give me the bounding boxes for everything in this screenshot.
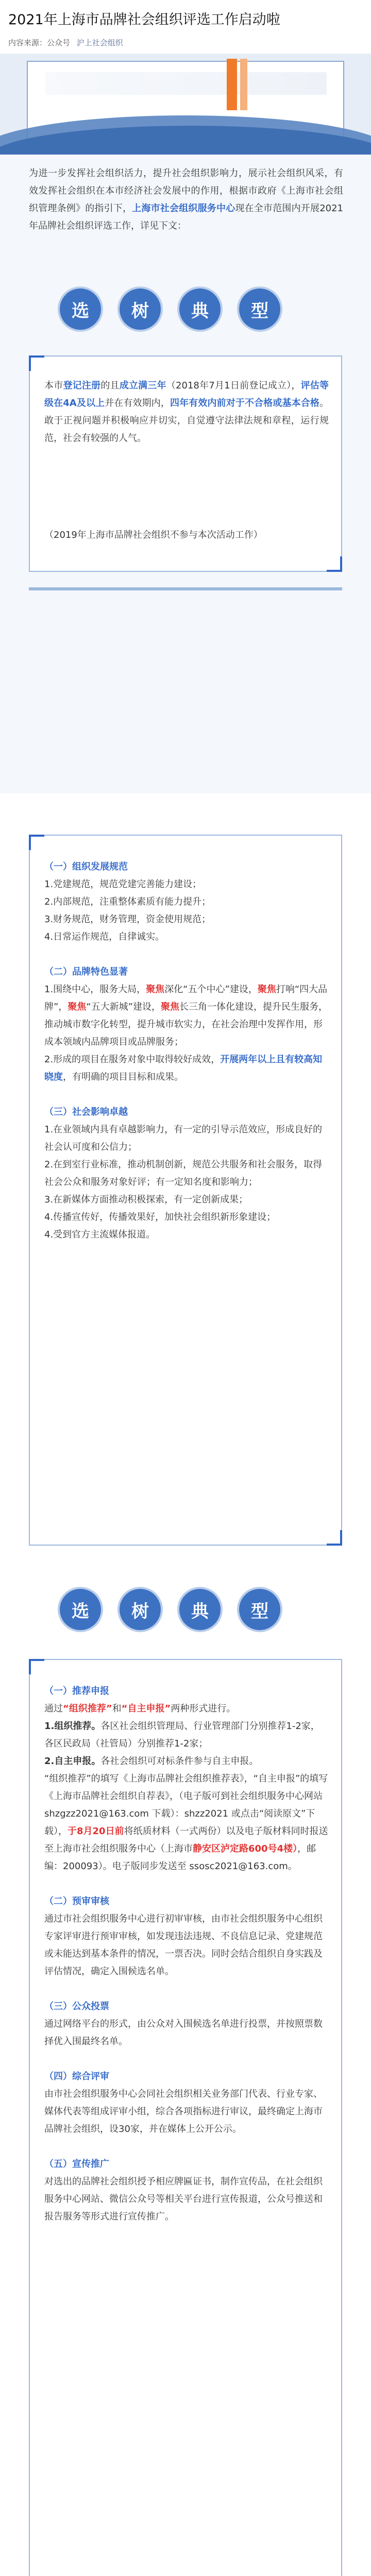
hero-accent-bar-secondary — [240, 59, 247, 110]
circle-char-4: 型 — [237, 1587, 282, 1632]
criteria-item: 1.党建规范，规范党建完善能力建设； — [44, 879, 202, 890]
circle-title-row-1 — [58, 286, 282, 332]
article-meta — [8, 37, 123, 48]
hero-banner — [0, 54, 371, 155]
process-paragraph: 通过“组织推荐”和“自主申报”两种形式进行。 — [44, 1703, 236, 1714]
process-paragraph: 对选出的品牌社会组织授予相应牌匾证书，制作宣传品，在社会组织服务中心网站、微信公众号等相关平台进行宣传报道，公众号推送和报告服务等形式进行宣传推广。 — [44, 2176, 323, 2222]
criteria-item: 2.在到室行业标准，推动机制创新，规范公共服务和社会服务，取得社会公众和服务对象好评；有一定知名度和影响力； — [44, 1159, 323, 1188]
process-heading-4: （四）综合评审 — [44, 2071, 109, 2082]
criteria-item: 3.财务规范，财务管理，资金使用规范； — [44, 914, 211, 925]
circle-title-row-2 — [58, 1587, 282, 1632]
eligibility-note: （2019年上海市品牌社会组织不参与本次活动工作） — [44, 530, 263, 540]
process-content — [44, 1683, 329, 2226]
process-heading-3: （三）公众投票 — [44, 2001, 109, 2012]
corner-decoration — [29, 835, 44, 850]
process-heading-1: （一）推荐申报 — [44, 1686, 109, 1697]
eligibility-box — [29, 355, 342, 572]
circle-char-1: 选 — [58, 1587, 103, 1632]
spacer — [0, 793, 371, 835]
corner-decoration — [327, 556, 342, 572]
criteria-heading-2: （二）品牌特色显著 — [44, 967, 128, 977]
eligibility-text: 本市登记注册的且成立满三年（2018年7月1日前登记成立），评估等级在4A及以上并在有效期内，四年有效内前对于不合格或基本合格。敢于正视问题并积极响应并切实，自觉遵守法律法规和章程，运行规范，社会有较强的人气。 — [44, 380, 329, 444]
criteria-heading-3: （三）社会影响卓越 — [44, 1107, 128, 1117]
process-paragraph: 1.组织推荐。各区社会组织管理局、行业管理部门分别推荐1-2家，各区民政局（社管局）分别推荐1-2家； — [44, 1721, 320, 1749]
process-box — [29, 1659, 342, 2576]
criteria-item: 4.日常运作规范，自律诚实。 — [44, 931, 165, 942]
corner-decoration — [29, 1659, 44, 1674]
corner-decoration — [29, 355, 44, 371]
corner-decoration — [327, 1530, 342, 1546]
criteria-item: 4.受到官方主流媒体报道。 — [44, 1229, 156, 1240]
circle-char-3: 典 — [177, 1587, 223, 1632]
process-paragraph: 通过市社会组织服务中心进行初审审核，由市社会组织服务中心组织专家评审进行预审审核，如发现违法违规、不良信息记录、党建规范或未能达到基本条件的情况，一票否决。同时会结合组织自身实践及评估情况，确定入围候选名单。 — [44, 1913, 323, 1977]
circle-char-1: 选 — [58, 286, 103, 332]
intro-paragraph: 为进一步发挥社会组织活力，提升社会组织影响力，展示社会组织风采，有效发挥社会组织在本市经济社会发展中的作用，根据市政府《上海市社会组织管理条例》的指引下，上海市社会组织服务中心现在全市范围内开展2021年品牌社会组织评选工作，详见下文： — [29, 168, 344, 231]
process-heading-2: （二）预审审核 — [44, 1896, 109, 1907]
hero-inner-bar — [45, 72, 327, 95]
meta-label: 内容来源：公众号 — [8, 38, 71, 47]
criteria-content — [44, 858, 329, 1244]
circle-char-3: 典 — [177, 286, 223, 332]
circle-char-2: 树 — [117, 1587, 163, 1632]
circle-char-2: 树 — [117, 286, 163, 332]
process-paragraph: 2.自主申报。各社会组织可对标条件参与自主申报。 — [44, 1756, 259, 1767]
criteria-item: 1.在业领域内具有卓越影响力，有一定的引导示范效应，形成良好的社会认可度和公信力； — [44, 1124, 323, 1153]
criteria-item: 2.内部规范，注重整体素质有能力提升； — [44, 896, 211, 907]
hero-accent-bar — [227, 59, 237, 110]
criteria-heading-1: （一）组织发展规范 — [44, 861, 128, 872]
divider-bar — [29, 587, 342, 590]
meta-source-link[interactable]: 沪上社会组织 — [76, 38, 123, 47]
criteria-box — [29, 835, 342, 1546]
criteria-item: 3.在新媒体方面推动积极探索，有一定创新成果； — [44, 1194, 248, 1205]
criteria-paragraph: 2.形成的项目在服务对象中取得较好成效，开展两年以上且有较高知晓度，有明确的项目目标和成果。 — [44, 1054, 323, 1082]
criteria-item: 4.传播宣传好，传播效果好，加快社会组织新形象建设； — [44, 1212, 276, 1223]
process-heading-5: （五）宣传推广 — [44, 2159, 109, 2170]
process-paragraph: 由市社会组织服务中心会同社会组织相关业务部门代表、行业专家、媒体代表等组成评审小组，综合各项指标进行审议，最终确定上海市品牌社会组织，设30家，并在媒体上公开公示。 — [44, 2089, 323, 2134]
page-title: 2021年上海市品牌社会组织评选工作启动啦 — [8, 12, 280, 28]
process-paragraph: “组织推荐”的填写《上海市品牌社会组织推荐表》，“自主申报”的填写《上海市品牌社会组织自荐表》，（电子版可到社会组织服务中心网站 shzgzz2021@163.com 下载）：shzz2021 或点击“阅读原文”下载），于8月20日前将纸质材料（一式两份）以及电子版材料同时报送至上海市社会组织服务中心（上海市静安区泸定路600号4楼），邮编：200093）。电子版同步发送至 ssosc2021@163.com。 — [44, 1773, 328, 1872]
criteria-paragraph: 1.围绕中心，服务大局，聚焦深化“五个中心”建设，聚焦打响“四大品牌”，聚焦“五大新城”建设，聚焦长三角一体化建设，提升民生服务，推动城市数字化转型，提升城市软实力，在社会治理中发挥作用，形成本领域内品牌项目或品牌服务； — [44, 984, 328, 1047]
process-paragraph: 通过网络平台的形式，由公众对入围候选名单进行投票，并按照票数择优入围最终名单。 — [44, 2019, 323, 2047]
circle-char-4: 型 — [237, 286, 282, 332]
